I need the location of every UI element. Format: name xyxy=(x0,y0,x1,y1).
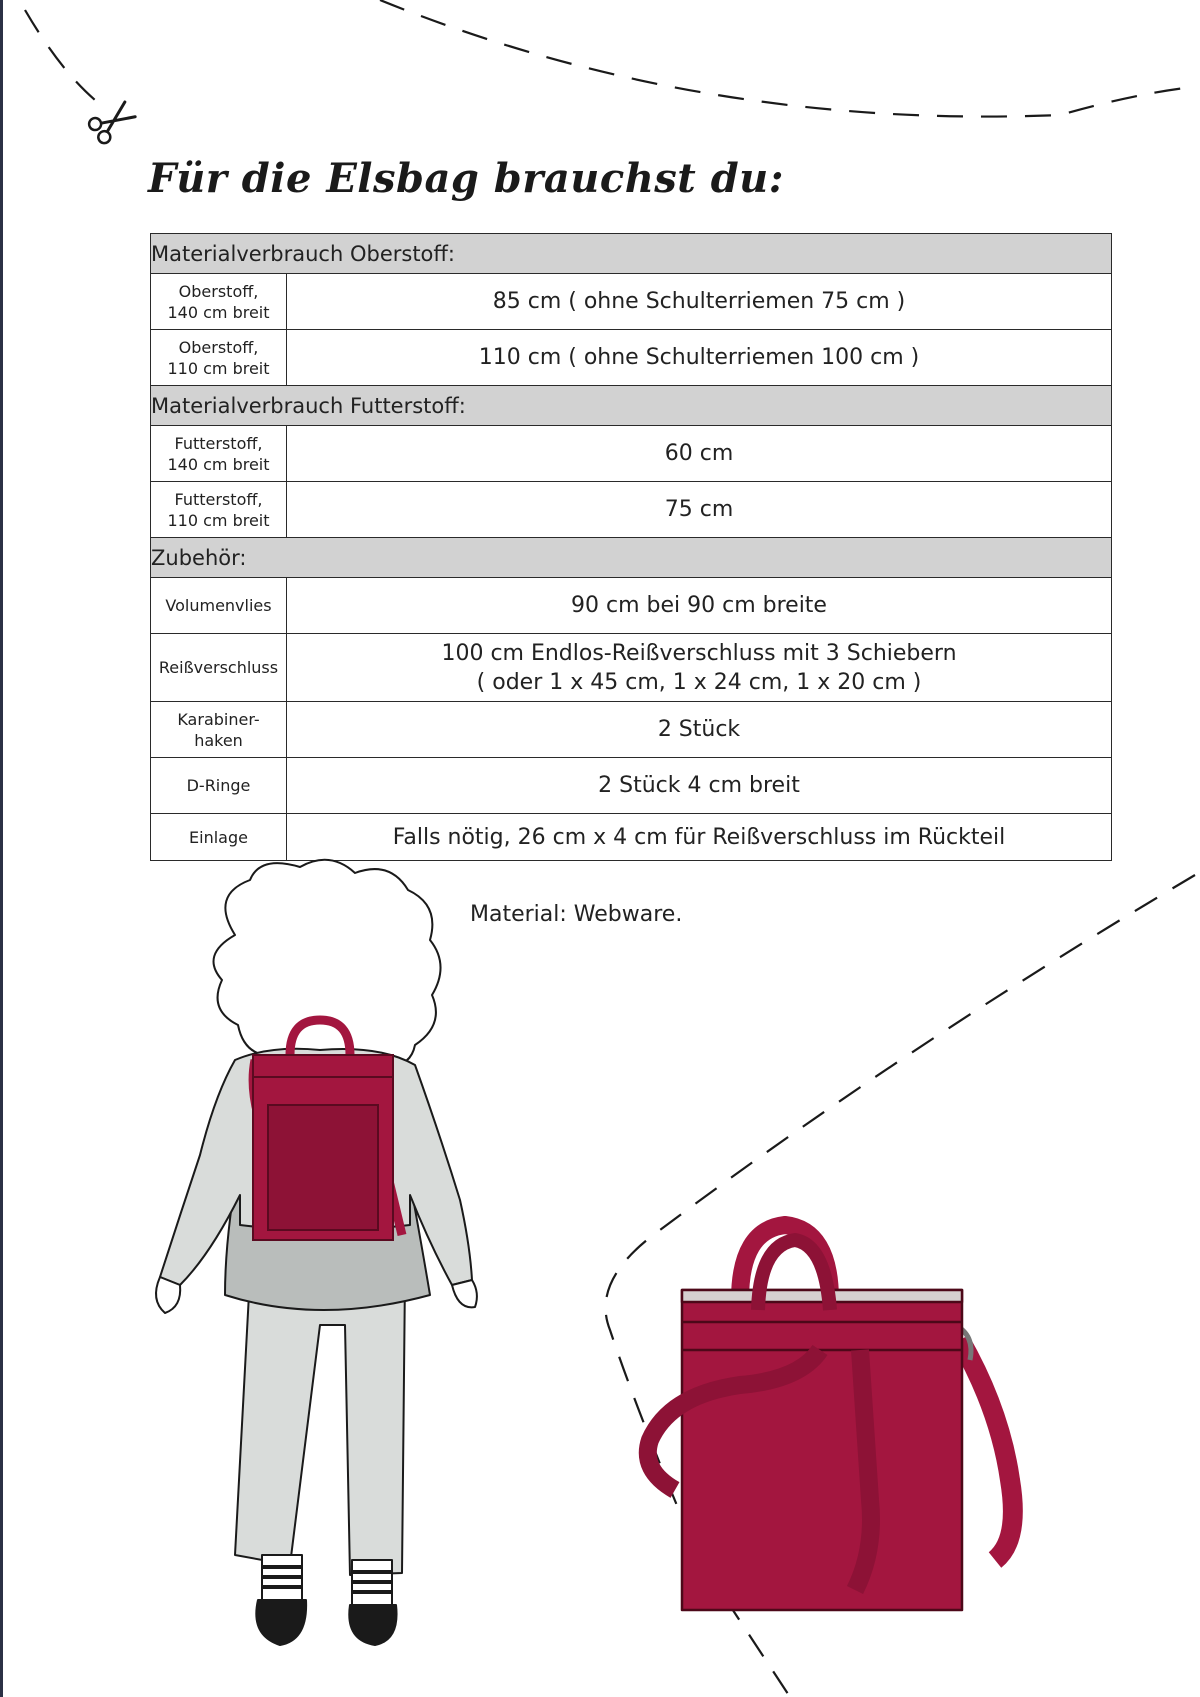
row-label: Oberstoff, 110 cm breit xyxy=(151,330,287,386)
row-value: 2 Stück xyxy=(287,702,1112,758)
row-label: Futterstoff, 110 cm breit xyxy=(151,482,287,538)
table-row xyxy=(151,426,1112,482)
left-shoe xyxy=(256,1600,306,1645)
row-label: Karabiner- haken xyxy=(151,702,287,758)
row-value: 85 cm ( ohne Schulterriemen 75 cm ) xyxy=(287,274,1112,330)
row-value: 60 cm xyxy=(287,426,1112,482)
right-shoe xyxy=(349,1605,396,1645)
section-heading: Materialverbrauch Futterstoff: xyxy=(151,386,1112,426)
table-row xyxy=(151,578,1112,634)
table-row xyxy=(151,814,1112,861)
child-with-backpack-illustration xyxy=(140,855,520,1685)
row-value: 2 Stück 4 cm breit xyxy=(287,758,1112,814)
curly-hair xyxy=(214,860,441,1075)
row-label: D-Ringe xyxy=(151,758,287,814)
row-value: 75 cm xyxy=(287,482,1112,538)
material-note: Material: Webware. xyxy=(470,902,683,927)
row-value: Falls nötig, 26 cm x 4 cm für Reißverschluss im Rückteil xyxy=(287,814,1112,861)
row-label: Einlage xyxy=(151,814,287,861)
section-header-zubehoer xyxy=(151,538,1112,578)
section-header-futterstoff xyxy=(151,386,1112,426)
scissors-icon xyxy=(87,98,138,146)
section-heading: Zubehör: xyxy=(151,538,1112,578)
section-heading: Materialverbrauch Oberstoff: xyxy=(151,234,1112,274)
table-row xyxy=(151,634,1112,702)
table-row xyxy=(151,758,1112,814)
row-label: Futterstoff, 140 cm breit xyxy=(151,426,287,482)
bag-body xyxy=(682,1290,962,1610)
page-title: Für die Elsbag brauchst du: xyxy=(148,155,785,202)
elsbag-illustration xyxy=(620,1210,1040,1630)
row-label: Oberstoff, 140 cm breit xyxy=(151,274,287,330)
row-label: Reißverschluss xyxy=(151,634,287,702)
materials-table xyxy=(150,233,1112,861)
table-row xyxy=(151,274,1112,330)
row-label: Volumenvlies xyxy=(151,578,287,634)
row-value: 100 cm Endlos-Reißverschluss mit 3 Schiebern ( oder 1 x 45 cm, 1 x 24 cm, 1 x 20 cm ) xyxy=(287,634,1112,702)
right-hand xyxy=(452,1280,477,1307)
top-cut-line xyxy=(25,0,1185,117)
table-row xyxy=(151,330,1112,386)
section-header-oberstoff xyxy=(151,234,1112,274)
shoulder-strap xyxy=(960,1340,1013,1560)
legs xyxy=(235,1275,405,1575)
backpack-pocket xyxy=(268,1105,378,1230)
table-row xyxy=(151,482,1112,538)
row-value: 110 cm ( ohne Schulterriemen 100 cm ) xyxy=(287,330,1112,386)
table-row xyxy=(151,702,1112,758)
row-value: 90 cm bei 90 cm breite xyxy=(287,578,1112,634)
